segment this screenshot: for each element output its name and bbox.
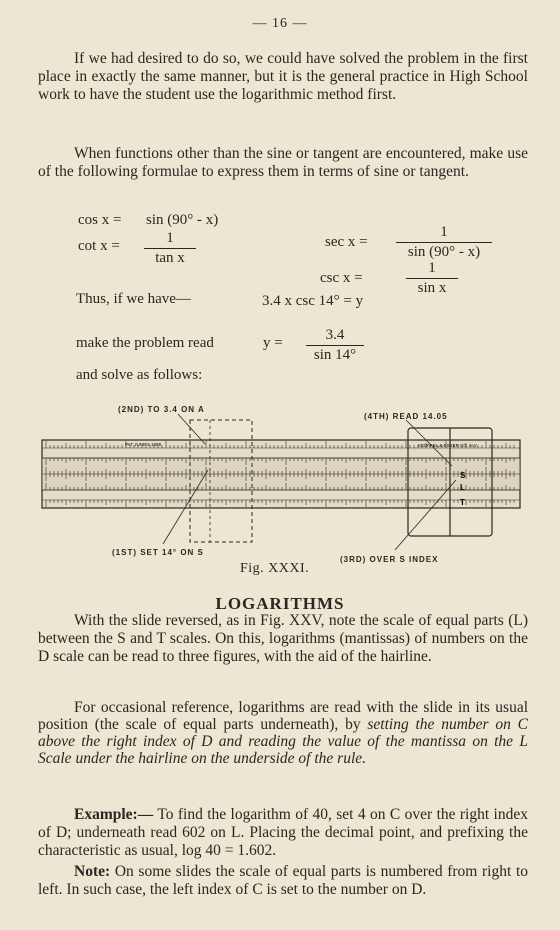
label-step-2: (2ND) TO 3.4 ON A [118, 405, 205, 414]
maker-mark: KEUFFEL & ESSER CO. N.Y. [418, 443, 478, 448]
cot-numerator: 1 [144, 230, 196, 249]
note-label: Note: [74, 863, 111, 880]
csc-denominator: sin x [417, 280, 447, 296]
paragraph-reference [38, 699, 528, 767]
cot-denominator: tan x [155, 250, 185, 266]
scale-letter-l: L [460, 483, 465, 492]
paragraph-reference-italic: setting the number on C above the right index of D and reading the value of the mantissa on the L Scale under the hairline on the underside of the rule. [38, 716, 529, 767]
paragraph-reference-plain: For occasional reference, logarithms are read with the slide in its usual position (the scale of equal parts underneath), by [38, 699, 528, 733]
sec-denominator: sin (90° - x) [407, 244, 481, 260]
example-label: Example:— [74, 806, 154, 823]
patent-mark: PAT JUNE 6 1899 [125, 442, 162, 447]
solve-text: and solve as follows: [76, 367, 203, 383]
cos-formula-rhs: sin (90° - x) [146, 212, 219, 228]
label-step-1: (1ST) SET 14° ON S [112, 548, 204, 557]
paragraph-note [38, 863, 528, 899]
paragraph-functions-text: When functions other than the sine or tangent are encountered, make use of the following formulae to express them in terms of sine or tangent. [38, 145, 528, 180]
paragraph-logarithms-text: With the slide reversed, as in Fig. XXV, note the scale of equal parts (L) between the S and T scales. On this, logarithms (mantissas) of numbers on the D scale can be read to three figures, with the aid of the hairline. [38, 612, 528, 665]
cos-formula-lhs: cos x = [78, 212, 122, 228]
make-numerator: 3.4 [306, 327, 364, 346]
note-text: On some slides the scale of equal parts is numbered from right to left. In such case, the left index of C is set to the number on D. [38, 863, 529, 898]
figure-caption: Fig. XXXI. [240, 561, 310, 576]
label-step-3: (3RD) OVER S INDEX [340, 555, 439, 564]
paragraph-logarithms [38, 612, 528, 666]
example-text: To find the logarithm of 40, set 4 on C over the right index of D; underneath read 602 on L. Placing the decimal point, and prefixing the characteristic as usual, log 40 = 1.602. [38, 806, 528, 859]
label-step-4: (4TH) READ 14.05 [364, 412, 448, 421]
csc-formula-lhs: csc x = [320, 270, 363, 286]
thus-text: Thus, if we have— [76, 291, 191, 307]
paragraph-intro-text: If we had desired to do so, we could have solved the problem in the first place in exactly the same manner, but it is the general practice in High School work to have the student use the logarithmic method first. [38, 50, 528, 103]
make-denominator: sin 14° [313, 347, 357, 363]
scale-letter-t: T [460, 498, 465, 507]
sec-formula-lhs: sec x = [325, 234, 368, 250]
make-lhs: y = [263, 335, 283, 351]
scale-letter-s: S [460, 471, 466, 480]
csc-numerator: 1 [406, 260, 458, 279]
page-number: — 16 — [252, 16, 308, 31]
paragraph-example [38, 806, 528, 860]
cot-formula-lhs: cot x = [78, 238, 120, 254]
sec-numerator: 1 [396, 224, 492, 243]
make-text: make the problem read [76, 335, 214, 351]
section-heading: LOGARITHMS [215, 594, 345, 613]
thus-expression: 3.4 x csc 14° = y [262, 293, 364, 309]
